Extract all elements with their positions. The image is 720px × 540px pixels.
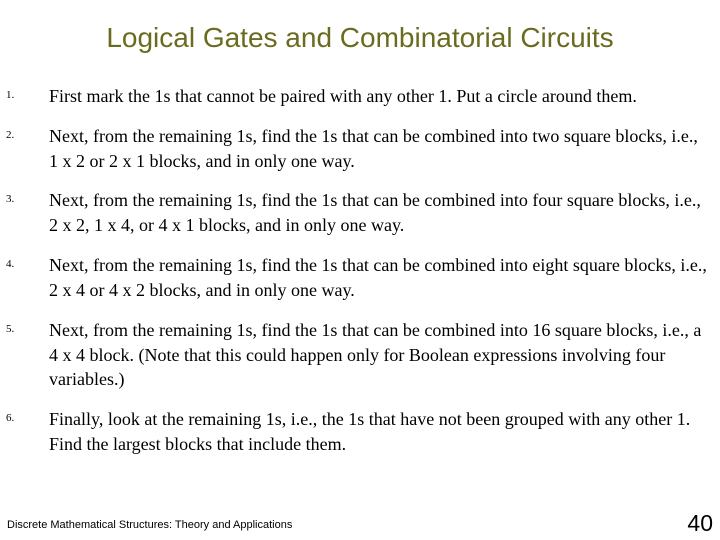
footer-text: Discrete Mathematical Structures: Theory and Applications — [7, 519, 293, 531]
step-number: 3. — [6, 193, 15, 205]
step-text: Next, from the remaining 1s, find the 1s that can be combined into four square blocks, i.e., 2 x 2, 1 x 4, or 4 x 1 blocks, and in only one way. — [49, 190, 701, 235]
step-text: Next, from the remaining 1s, find the 1s that can be combined into eight square blocks, i.e., 2 x 4 or 4 x 2 blocks, and in only one way. — [49, 255, 707, 300]
step-text: First mark the 1s that cannot be paired with any other 1. Put a circle around them. — [49, 86, 637, 106]
page-number: 40 — [687, 510, 713, 536]
slide-title: Logical Gates and Combinatorial Circuits — [106, 22, 614, 53]
step-text: Finally, look at the remaining 1s, i.e., the 1s that have not been grouped with any other 1. Find the largest blocks that include them. — [49, 409, 691, 454]
step-number: 6. — [6, 412, 15, 424]
step-text: Next, from the remaining 1s, find the 1s that can be combined into two square blocks, i.e., 1 x 2 or 2 x 1 blocks, and in only one way. — [49, 126, 698, 171]
step-number: 5. — [6, 323, 15, 335]
step-number: 1. — [6, 89, 15, 101]
step-text: Next, from the remaining 1s, find the 1s that can be combined into 16 square blocks, i.e., a 4 x 4 block. (Note that this could happen only for Boolean expressions involving four variables.) — [49, 320, 702, 389]
step-number: 4. — [6, 258, 15, 270]
step-number: 2. — [6, 129, 15, 141]
